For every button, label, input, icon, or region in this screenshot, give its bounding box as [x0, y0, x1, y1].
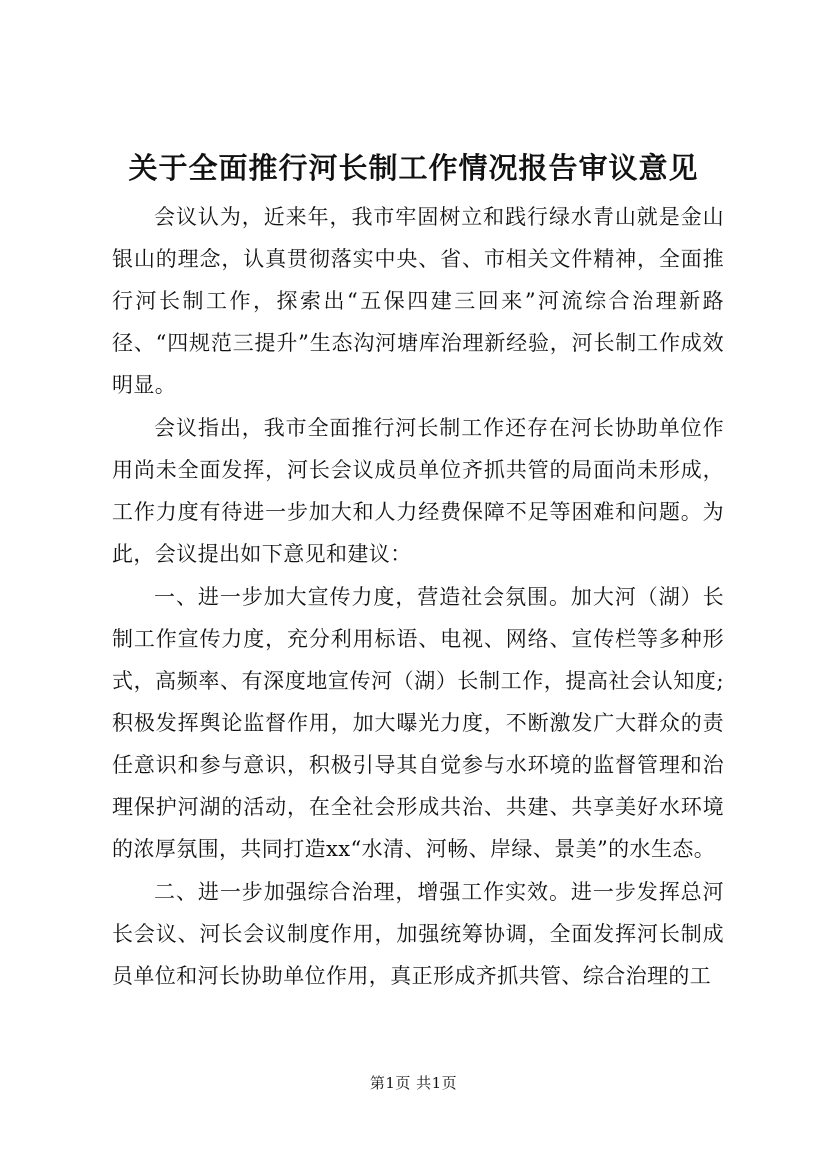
paragraph-conclusion: 会议认为，近来年，我市牢固树立和践行绿水青山就是金山银山的理念，认真贯彻落实中央、省、市相关文件精神，全面推行河长制工作，探索出“五保四建三回来”河流综合治理新路径、“四规范三提升”生态沟河塘库治理新经验，河长制工作成效明显。 — [112, 205, 724, 397]
paragraph-suggestion-1: 一、进一步加大宣传力度，营造社会氛围。加大河（湖）长制工作宣传力度，充分利用标语、电视、网络、宣传栏等多种形式，高频率、有深度地宣传河（湖）长制工作，提高社会认知度;积极发挥舆论监督作用，加大曝光力度，不断激发广大群众的责任意识和参与意识，积极引导其自觉参与水环境的监督管理和治理保护河湖的活动，在全社会形成共治、共建、共享美好水环境的浓厚氛围，共同打造xx“水清、河畅、岸绿、景美”的水生态。 — [112, 585, 724, 861]
document-body — [112, 196, 724, 998]
document-title: 关于全面推行河长制工作情况报告审议意见 — [128, 151, 699, 185]
paragraph-suggestion-2: 二、进一步加强综合治理，增强工作实效。进一步发挥总河长会议、河长会议制度作用，加强统筹协调，全面发挥河长制成员单位和河长协助单位作用，真正形成齐抓共管、综合治理的工 — [112, 880, 724, 988]
paragraph-problems: 会议指出，我市全面推行河长制工作还存在河长协助单位作用尚未全面发挥，河长会议成员单位齐抓共管的局面尚未形成，工作力度有待进一步加大和人力经费保障不足等困难和问题。为此，会议提出如下意见和建议： — [112, 416, 724, 566]
page-number-footer: 第1页 共1页 — [369, 1074, 458, 1092]
